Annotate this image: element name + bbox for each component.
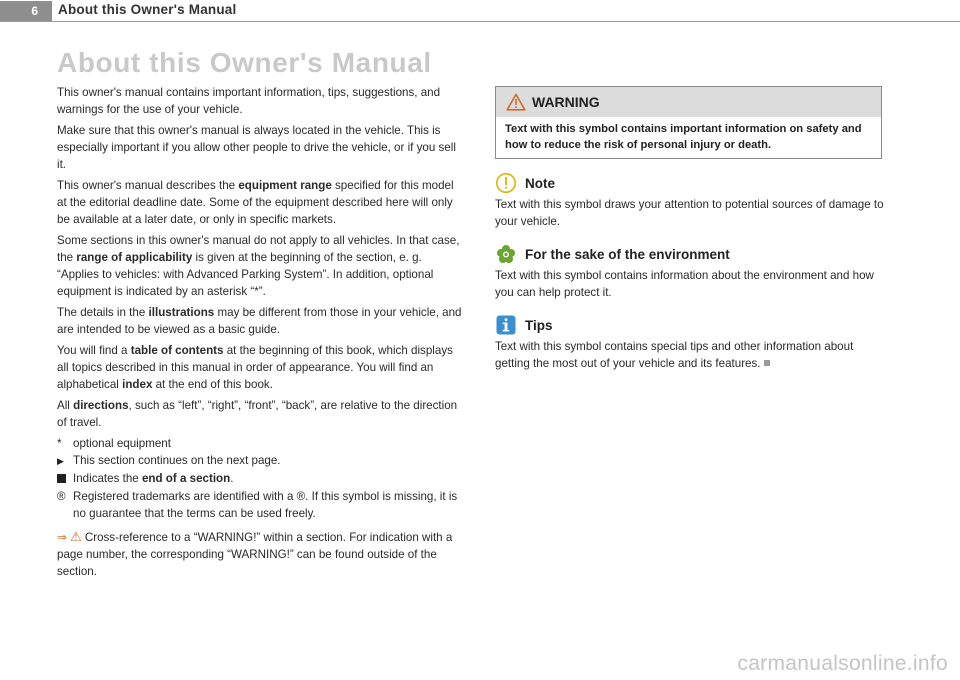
flower-icon xyxy=(495,243,517,265)
legend-registered: ® Registered trademarks are identified with a ®. If this symbol is missing, it is no guarantee that the terms can be used freely. xyxy=(57,490,458,520)
tips-section xyxy=(495,313,885,372)
registered-symbol: ® xyxy=(57,490,66,503)
bold-term: directions xyxy=(73,399,129,412)
header-divider xyxy=(0,21,960,22)
page-number: 6 xyxy=(31,4,38,18)
tips-title: Tips xyxy=(525,317,553,333)
legend-continues: ▶ This section continues on the next page. xyxy=(57,452,465,470)
page-header xyxy=(0,0,960,22)
location-paragraph: Make sure that this owner's manual is always located in the vehicle. This is especially important if you allow other people to drive the vehicle, or if you sell it. xyxy=(57,124,456,171)
watermark: carmanualsonline.info xyxy=(737,652,948,675)
illustrations-paragraph: The details in the illustrations may be different from those in your vehicle, and are intended to be viewed as a basic guide. xyxy=(57,306,462,336)
end-of-section-icon xyxy=(764,360,770,366)
warning-text: Text with this symbol contains important information on safety and how to reduce the risk of personal injury or death. xyxy=(505,123,862,151)
asterisk-symbol: * xyxy=(57,437,62,450)
legend-crossref: ⇒ ⚠ Cross-reference to a “WARNING!” within a section. For indication with a page number, the corresponding “WARNING!” can be found outside of the section. xyxy=(57,529,453,578)
environment-section xyxy=(495,242,885,301)
note-text: Text with this symbol draws your attention to potential sources of damage to your vehicle. xyxy=(495,198,884,228)
square-bullet-icon xyxy=(57,470,73,488)
header-title: About this Owner's Manual xyxy=(58,2,237,17)
legend-end-section: Indicates the end of a section. xyxy=(57,470,465,488)
warning-header xyxy=(496,87,881,117)
applicability-paragraph: Some sections in this owner's manual do not apply to all vehicles. In that case, the range of applicability is given at the beginning of the section, e. g. “Applies to vehicles: with Advanced Parking System”. In addition, optional equipment is indicated by an asterisk “*”. xyxy=(57,234,460,298)
page-number-tab xyxy=(0,1,52,21)
bold-term: illustrations xyxy=(148,306,215,319)
bold-term: table of contents xyxy=(130,344,224,357)
warning-triangle-icon: ⚠ xyxy=(69,529,82,544)
info-icon xyxy=(495,314,517,336)
environment-title: For the sake of the environment xyxy=(525,246,730,262)
warning-label: WARNING xyxy=(532,93,600,110)
intro-paragraph: This owner's manual contains important information, tips, suggestions, and warnings for the use of your vehicle. xyxy=(57,86,441,116)
triangle-right-icon: ▶ xyxy=(57,456,64,466)
tips-text: Text with this symbol contains special tips and other information about getting the most out of your vehicle and its features. xyxy=(495,340,854,370)
arrow-icon: ⇒ xyxy=(57,531,67,544)
legend-asterisk: * optional equipment xyxy=(57,437,171,450)
note-title: Note xyxy=(525,175,555,191)
equipment-paragraph: This owner's manual describes the equipment range specified for this model at the editorial deadline date. Some of the equipment described here will only be available at a later date, or only in specific markets. xyxy=(57,179,454,226)
environment-text: Text with this symbol contains information about the environment and how you can help protect it. xyxy=(495,269,874,299)
bold-term: equipment range xyxy=(238,179,332,192)
bold-term: index xyxy=(122,378,153,391)
note-section xyxy=(495,171,885,230)
exclamation-circle-icon xyxy=(495,172,517,194)
contents-paragraph: You will find a table of contents at the beginning of this book, which displays all topics described in this manual in order of appearance. You will find an alphabetical index at the end of this book. xyxy=(57,344,453,391)
page-title: About this Owner's Manual xyxy=(57,47,432,78)
left-column xyxy=(57,84,465,584)
warning-triangle-icon xyxy=(506,93,526,111)
right-column xyxy=(495,86,885,372)
directions-paragraph: All directions, such as “left”, “right”, “front”, “back”, are relative to the direction of travel. xyxy=(57,399,458,429)
warning-box xyxy=(495,86,882,159)
bold-term: range of applicability xyxy=(76,251,193,264)
